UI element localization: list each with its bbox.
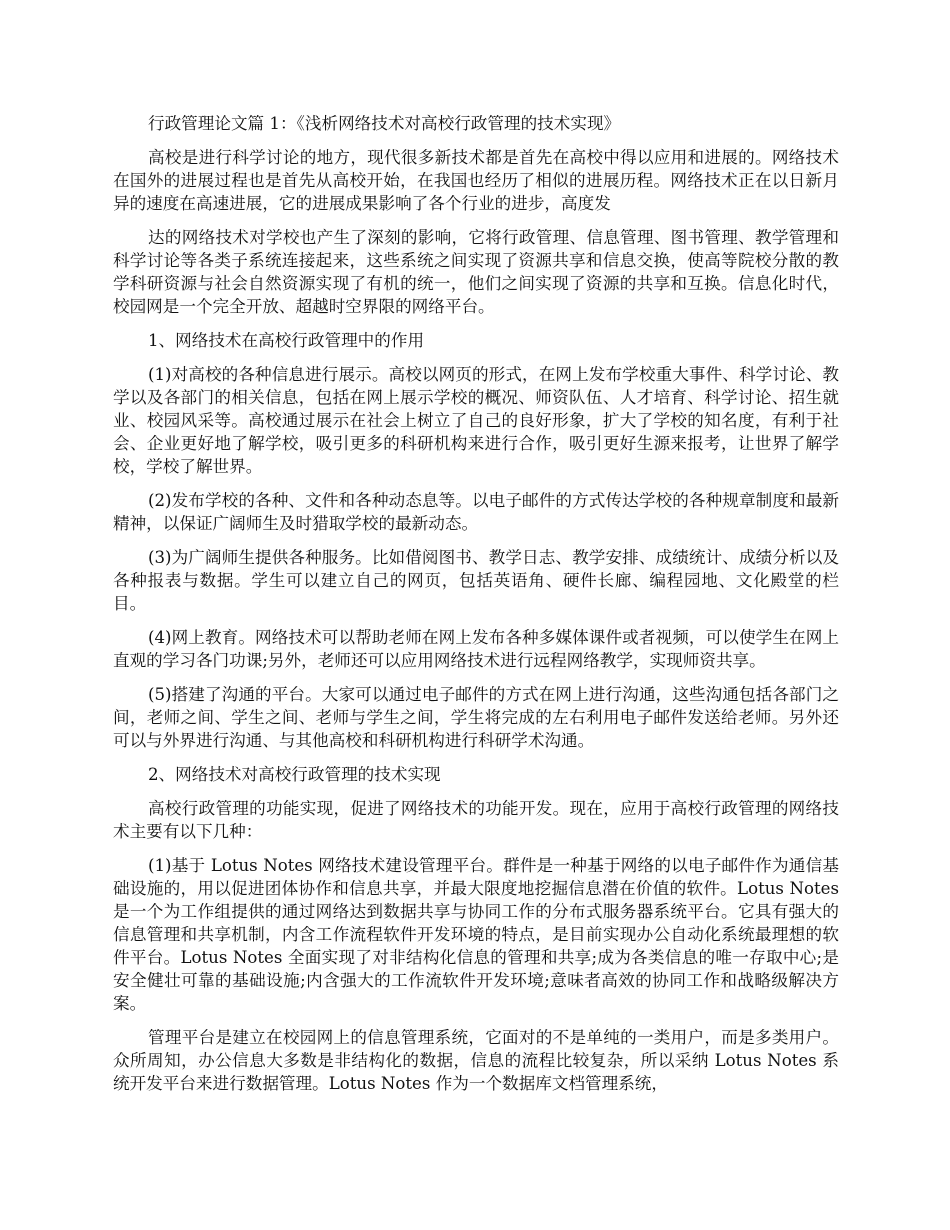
section-1-item-5: (5)搭建了沟通的平台。大家可以通过电子邮件的方式在网上进行沟通，这些沟通包括各部门之间，老师之间、学生之间、老师与学生之间，学生将完成的左右利用电子邮件发送给老师。另外还可以与外界进行沟通、与其他高校和科研机构进行科研学术沟通。 <box>113 685 839 750</box>
section-2-paragraph-2: (1)基于 Lotus Notes 网络技术建设管理平台。群件是一种基于网络的以电子邮件作为通信基础设施的，用以促进团体协作和信息共享，并最大限度地挖掘信息潜在价值的软件。Lotus Notes 是一个为工作组提供的通过网络达到数据共享与协同工作的分布式服务器系统平台。它具有强大的信息管理和共享机制，内含工作流程软件开发环境的特点，是目前实现办公自动化系统最理想的软件平台。Lotus Notes 全面实现了对非结构化信息的管理和共享;成为各类信息的唯一存取中心;是安全健壮可靠的基础设施;内含强大的工作流软件开发环境;意味者高效的协同工作和战略级解决方案。 <box>113 856 839 1013</box>
section-1-item-2: (2)发布学校的各种、文件和各种动态息等。以电子邮件的方式传达学校的各种规章制度和最新精神，以保证广阔师生及时猎取学校的最新动态。 <box>113 491 839 533</box>
section-1-item-3: (3)为广阔师生提供各种服务。比如借阅图书、教学日志、教学安排、成绩统计、成绩分析以及各种报表与数据。学生可以建立自己的网页，包括英语角、硬件长廊、编程园地、文化殿堂的栏目。 <box>113 548 839 613</box>
document-title: 行政管理论文篇 1：《浅析网络技术对高校行政管理的技术实现》 <box>148 114 621 133</box>
section-1-heading: 1、网络技术在高校行政管理中的作用 <box>148 331 425 350</box>
intro-paragraph-1: 高校是进行科学讨论的地方，现代很多新技术都是首先在高校中得以应用和进展的。网络技术在国外的进展过程也是首先从高校开始，在我国也经历了相似的进展历程。网络技术正在以日新月异的速度在高速进展，它的进展成果影响了各个行业的进步，高度发 <box>113 148 839 213</box>
document-page <box>113 112 839 1106</box>
section-2-paragraph-3: 管理平台是建立在校园网上的信息管理系统，它面对的不是单纯的一类用户，而是多类用户。众所周知，办公信息大多数是非结构化的数据，信息的流程比较复杂，所以采纳 Lotus Notes 系统开发平台来进行数据管理。Lotus Notes 作为一个数据库文档管理系统， <box>113 1028 839 1093</box>
intro-paragraph-2: 达的网络技术对学校也产生了深刻的影响，它将行政管理、信息管理、图书管理、教学管理和科学讨论等各类子系统连接起来，这些系统之间实现了资源共享和信息交换，使高等院校分散的教学科研资源与社会自然资源实现了有机的统一，他们之间实现了资源的共享和互换。信息化时代，校园网是一个完全开放、超越时空界限的网络平台。 <box>113 228 839 316</box>
section-2-paragraph-1: 高校行政管理的功能实现，促进了网络技术的功能开发。现在，应用于高校行政管理的网络技术主要有以下几种： <box>113 799 839 841</box>
section-1-item-4: (4)网上教育。网络技术可以帮助老师在网上发布各种多媒体课件或者视频，可以使学生在网上直观的学习各门功课;另外，老师还可以应用网络技术进行远程网络教学，实现师资共享。 <box>113 628 839 670</box>
section-2-heading: 2、网络技术对高校行政管理的技术实现 <box>148 765 441 784</box>
section-1-item-1: (1)对高校的各种信息进行展示。高校以网页的形式，在网上发布学校重大事件、科学讨论、教学以及各部门的相关信息，包括在网上展示学校的概况、师资队伍、人才培育、科学讨论、招生就业、校园风采等。高校通过展示在社会上树立了自己的良好形象，扩大了学校的知名度，有利于社会、企业更好地了解学校，吸引更多的科研机构来进行合作，吸引更好生源来报考，让世界了解学校，学校了解世界。 <box>113 365 839 476</box>
